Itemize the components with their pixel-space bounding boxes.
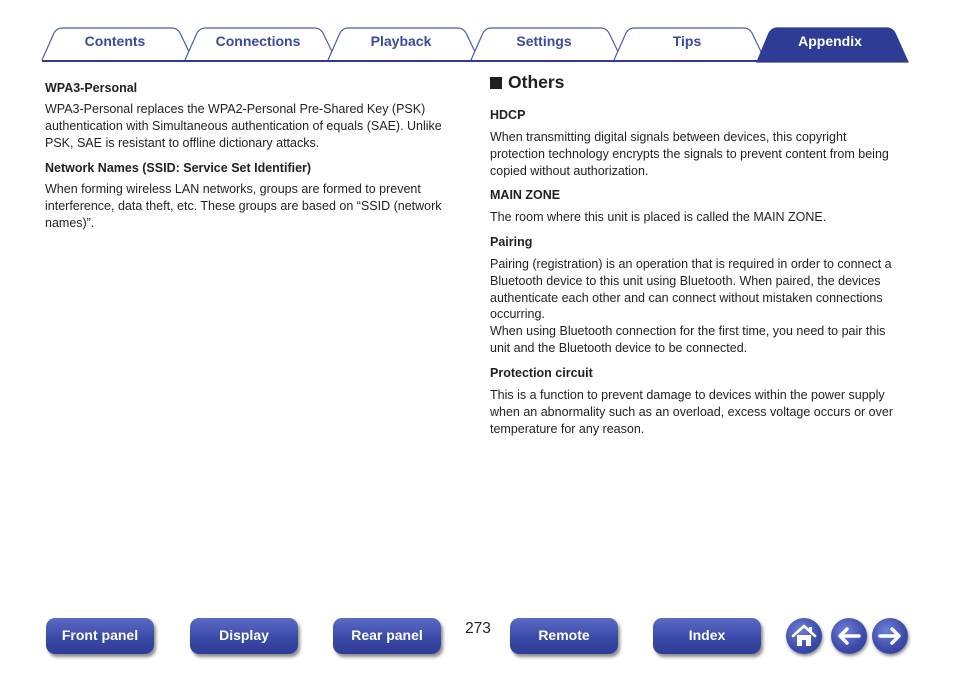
- forward-arrow-graphic: [872, 618, 908, 654]
- term-wpa3-personal: WPA3-Personal: [45, 81, 138, 95]
- home-icon-graphic: [786, 618, 822, 654]
- desc-line: interference, data theft, etc. These groups are based on “SSID (network: [45, 198, 442, 213]
- section-heading-text: Others: [508, 72, 565, 92]
- desc-line: occurring.: [490, 307, 545, 322]
- tab-tips[interactable]: Tips: [672, 33, 702, 49]
- desc-line: temperature for any reason.: [490, 421, 645, 436]
- term-main-zone: MAIN ZONE: [490, 188, 561, 202]
- front-panel-button[interactable]: Front panel: [46, 618, 154, 654]
- forward-arrow-icon[interactable]: [872, 618, 908, 654]
- desc-wpa3-personal: [45, 101, 460, 151]
- term-hdcp: HDCP: [490, 108, 526, 122]
- desc-line: names)”.: [45, 215, 95, 230]
- desc-line: When using Bluetooth connection for the first time, you need to pair this: [490, 324, 886, 339]
- home-icon[interactable]: [786, 618, 822, 654]
- tab-bar: [0, 0, 954, 64]
- desc-hdcp: [490, 129, 910, 179]
- remote-button[interactable]: Remote: [510, 618, 618, 654]
- tab-connections[interactable]: Connections: [215, 33, 301, 49]
- term-network-names: Network Names (SSID: Service Set Identifier): [45, 161, 312, 175]
- desc-line: WPA3-Personal replaces the WPA2-Personal Pre-Shared Key (PSK): [45, 102, 426, 116]
- desc-network-names: [45, 181, 460, 231]
- square-bullet-icon: [490, 77, 502, 89]
- display-button[interactable]: Display: [190, 618, 298, 654]
- desc-line: This is a function to prevent damage to devices within the power supply: [490, 388, 885, 402]
- desc-line: unit and the Bluetooth device to be connected.: [490, 340, 748, 355]
- desc-line: when an abnormality such as an overload, excess voltage occurs or over: [490, 404, 893, 419]
- page-number: 273: [465, 620, 491, 637]
- desc-main-zone: [490, 209, 910, 226]
- index-button[interactable]: Index: [653, 618, 761, 654]
- rear-panel-button[interactable]: Rear panel: [333, 618, 441, 654]
- desc-pairing: [490, 256, 910, 357]
- desc-line: authenticate each other and can connect without mistaken connections: [490, 290, 883, 305]
- desc-line: PSK, SAE is resistant to offline dictionary attacks.: [45, 135, 320, 150]
- desc-line: protection technology encrypts the signals to prevent content from being: [490, 146, 889, 161]
- section-heading-others: [490, 71, 564, 93]
- desc-protection-circuit: [490, 387, 910, 437]
- desc-line: Pairing (registration) is an operation that is required in order to connect a: [490, 257, 892, 271]
- back-arrow-graphic: [831, 618, 867, 654]
- tab-settings[interactable]: Settings: [516, 33, 572, 49]
- tab-appendix[interactable]: Appendix: [798, 33, 862, 49]
- tab-contents[interactable]: Contents: [84, 33, 146, 49]
- back-arrow-icon[interactable]: [831, 618, 867, 654]
- desc-line: The room where this unit is placed is called the MAIN ZONE.: [490, 210, 827, 224]
- term-pairing: Pairing: [490, 235, 533, 249]
- tab-playback[interactable]: Playback: [370, 33, 432, 49]
- desc-line: authentication with Simultaneous authentication of equals (SAE). Unlike: [45, 118, 442, 133]
- desc-line: Bluetooth device to this unit using Bluetooth. When paired, the devices: [490, 273, 881, 288]
- desc-line: copied without authorization.: [490, 163, 649, 178]
- desc-line: When transmitting digital signals between devices, this copyright: [490, 130, 847, 144]
- desc-line: When forming wireless LAN networks, groups are formed to prevent: [45, 182, 421, 196]
- term-protection-circuit: Protection circuit: [490, 366, 593, 380]
